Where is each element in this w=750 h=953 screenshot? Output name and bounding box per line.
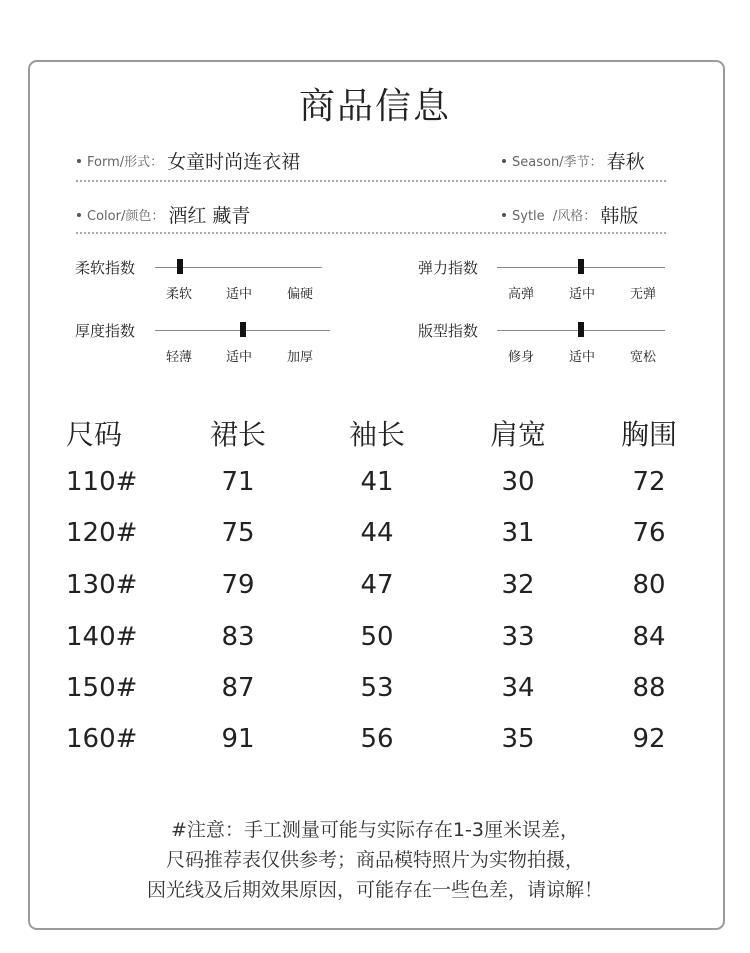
table-cell: 34	[501, 673, 535, 703]
index-tick: 适中	[568, 350, 595, 365]
table-cell: 47	[360, 570, 394, 600]
index-thickness-marker	[240, 322, 246, 337]
index-tick: 无弹	[629, 287, 656, 302]
table-header: 袖长	[348, 418, 405, 451]
attr-season-value: 春秋	[606, 151, 645, 173]
table-cell: 87	[221, 673, 255, 703]
table-header: 尺码	[66, 418, 123, 451]
table-cell: 32	[501, 570, 535, 600]
table-cell: 80	[632, 570, 666, 600]
table-cell: 110#	[66, 467, 138, 497]
attr-season	[502, 147, 645, 174]
index-softness-marker	[177, 259, 183, 274]
index-tick: 高弹	[507, 287, 534, 302]
table-cell: 35	[501, 724, 535, 754]
table-cell: 33	[501, 622, 535, 652]
index-tick: 轻薄	[165, 350, 192, 365]
table-cell: 75	[221, 518, 255, 548]
bullet-icon	[77, 213, 81, 217]
note-line-2: 尺码推荐表仅供参考；商品模特照片为实物拍摄，	[165, 849, 584, 871]
attr-style	[502, 201, 638, 228]
index-fit-marker	[578, 322, 584, 337]
table-header: 肩宽	[489, 418, 546, 451]
index-elasticity-marker	[578, 259, 584, 274]
bullet-icon	[502, 213, 506, 217]
table-cell: 79	[221, 570, 255, 600]
table-cell: 50	[360, 622, 394, 652]
attr-color	[77, 201, 250, 228]
table-cell: 140#	[66, 622, 138, 652]
table-cell: 30	[501, 467, 535, 497]
index-fit-label: 版型指数	[418, 322, 479, 340]
index-tick: 适中	[568, 287, 595, 302]
index-thickness-label: 厚度指数	[75, 322, 136, 340]
table-cell: 91	[221, 724, 255, 754]
table-cell: 76	[632, 518, 666, 548]
table-cell: 130#	[66, 570, 138, 600]
table-cell: 71	[221, 467, 255, 497]
attr-color-value: 酒红 藏青	[168, 205, 251, 227]
note-line-3: 因光线及后期效果原因，可能存在一些色差，请谅解！	[146, 879, 603, 901]
table-cell: 41	[360, 467, 394, 497]
attr-color-label: Color/颜色：	[87, 209, 165, 224]
page-title: 商品信息	[298, 86, 451, 127]
divider	[76, 180, 666, 182]
table-cell: 72	[632, 467, 666, 497]
bullet-icon	[77, 159, 81, 163]
table-cell: 56	[360, 724, 394, 754]
divider	[76, 232, 666, 234]
table-cell: 83	[221, 622, 255, 652]
table-cell: 150#	[66, 673, 138, 703]
index-tick: 适中	[225, 287, 252, 302]
table-cell: 92	[632, 724, 666, 754]
attr-form	[77, 147, 300, 174]
table-cell: 44	[360, 518, 394, 548]
attr-season-label: Season/季节：	[512, 155, 603, 170]
index-tick: 加厚	[286, 350, 313, 365]
index-elasticity-label: 弹力指数	[418, 259, 479, 277]
table-cell: 53	[360, 673, 394, 703]
table-cell: 120#	[66, 518, 138, 548]
table-header: 胸围	[620, 418, 677, 451]
table-header: 裙长	[209, 418, 266, 451]
table-cell: 84	[632, 622, 666, 652]
index-tick: 适中	[225, 350, 252, 365]
table-cell: 160#	[66, 724, 138, 754]
table-cell: 31	[501, 518, 535, 548]
table-cell: 88	[632, 673, 666, 703]
index-tick: 宽松	[629, 350, 656, 365]
index-softness-label: 柔软指数	[75, 259, 136, 277]
attr-form-label: Form/形式：	[87, 155, 164, 170]
attr-style-value: 韩版	[600, 205, 639, 227]
index-tick: 偏硬	[286, 287, 313, 302]
index-tick: 柔软	[165, 287, 192, 302]
note-line-1: #注意：手工测量可能与实际存在1-3厘米误差，	[171, 819, 579, 841]
bullet-icon	[502, 159, 506, 163]
attr-style-label: Sytle /风格：	[512, 209, 597, 224]
index-tick: 修身	[507, 350, 534, 365]
attr-form-value: 女童时尚连衣裙	[167, 151, 301, 173]
